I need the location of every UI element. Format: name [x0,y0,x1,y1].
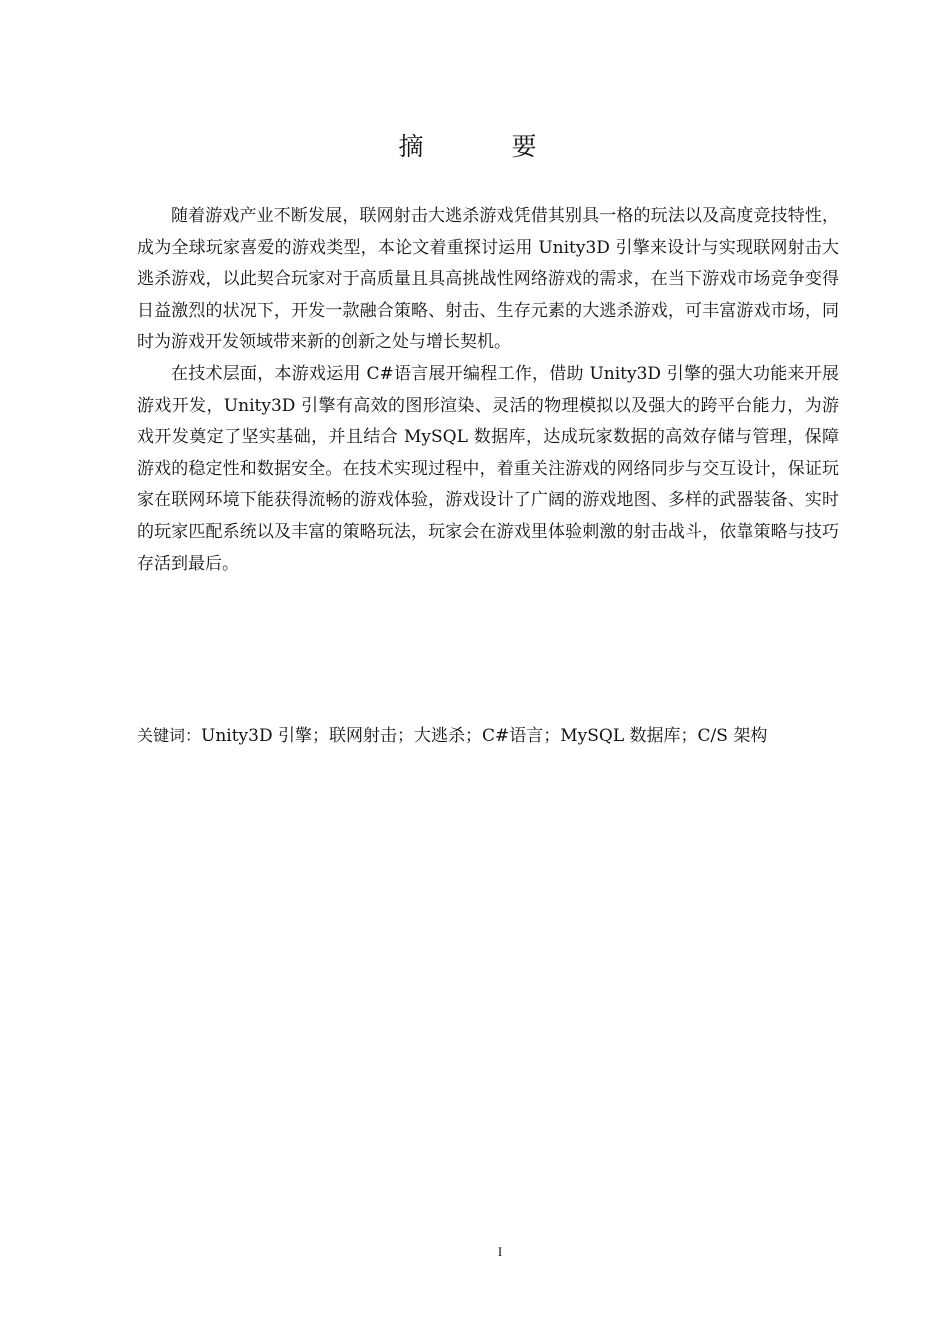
abstract-paragraph-1: 随着游戏产业不断发展，联网射击大逃杀游戏凭借其别具一格的玩法以及高度竞技特性，成为全球玩家喜爱的游戏类型，本论文着重探讨运用 Unity3D 引擎来设计与实现联网射击大逃杀游戏，以此契合玩家对于高质量且具高挑战性网络游戏的需求，在当下游戏市场竞争变得日益激烈的状况下，开发一款融合策略、射击、生存元素的大逃杀游戏，可丰富游戏市场，同时为游戏开发领域带来新的创新之处与增长契机。 [137,206,839,353]
keywords-line [137,720,839,752]
keywords-label: 关键词： [137,726,202,745]
abstract-paragraph-2: 在技术层面，本游戏运用 C#语言展开编程工作，借助 Unity3D 引擎的强大功能来开展游戏开发，Unity3D 引擎有高效的图形渲染、灵活的物理模拟以及强大的跨平台能力，为游戏开发奠定了坚实基础，并且结合 MySQL 数据库，达成玩家数据的高效存储与管理，保障游戏的稳定性和数据安全。在技术实现过程中，着重关注游戏的网络同步与交互设计，保证玩家在联网环境下能获得流畅的游戏体验，游戏设计了广阔的游戏地图、多样的武器装备、实时的玩家匹配系统以及丰富的策略玩法，玩家会在游戏里体验刺激的射击战斗，依靠策略与技巧存活到最后。 [137,363,839,574]
keywords-text: Unity3D 引擎；联网射击；大逃杀；C#语言；MySQL 数据库；C/S 架构 [201,726,768,746]
abstract-body [137,201,839,580]
page-number: I [497,1244,503,1259]
page-title: 摘 要 [398,132,577,161]
